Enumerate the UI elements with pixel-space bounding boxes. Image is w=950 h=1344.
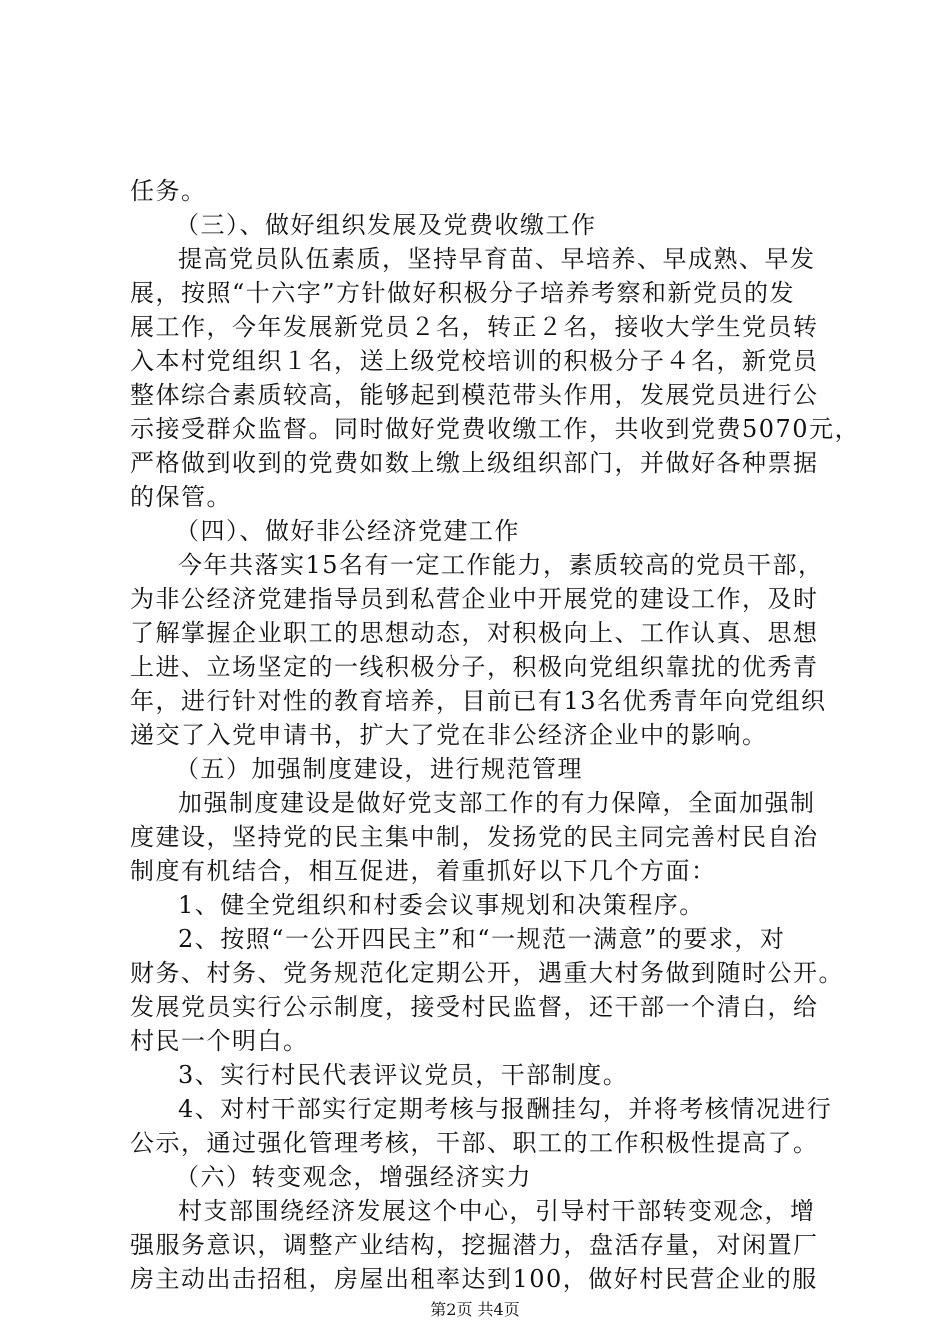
text-line: 为非公经济党建指导员到私营企业中开展党的建设工作，及时 [130, 585, 819, 613]
text-line: 任务。 [130, 177, 207, 205]
text-line: 递交了入党申请书，扩大了党在非公经济企业中的影响。 [130, 721, 768, 749]
text-line: 展，按照“十六字”方针做好积极分子培养考察和新党员的发 [130, 279, 796, 307]
list-item: 3、实行村民代表评议党员，干部制度。 [178, 1061, 629, 1089]
text-line: 了解掌握企业职工的思想动态，对积极向上、工作认真、思想 [130, 619, 819, 647]
section-heading: （六）转变观念，增强经济实力 [175, 1163, 532, 1191]
text-line: 制度有机结合，相互促进，着重抓好以下几个方面： [130, 857, 717, 885]
text-line: 加强制度建设是做好党支部工作的有力保障，全面加强制 [178, 789, 816, 817]
text-line: 度建设，坚持党的民主集中制，发扬党的民主同完善村民自治 [130, 823, 819, 851]
section-heading: （四）、做好非公经济党建工作 [175, 517, 520, 545]
text-line: 强服务意识，调整产业结构，挖掘潜力，盘活存量，对闲置厂 [130, 1231, 819, 1259]
text-line: 今年共落实15名有一定工作能力，素质较高的党员干部， [178, 551, 824, 579]
text-line: 展工作，今年发展新党员２名，转正２名，接收大学生党员转 [130, 313, 819, 341]
list-item: 4、对村干部实行定期考核与报酬挂勾，并将考核情况进行 [178, 1095, 833, 1123]
text-line: 财务、村务、党务规范化定期公开，遇重大村务做到随时公开。 [130, 959, 844, 987]
list-item: 2、按照“一公开四民主”和“一规范一满意”的要求，对 [178, 925, 786, 953]
section-heading: （三）、做好组织发展及党费收缴工作 [175, 211, 597, 239]
text-line: 提高党员队伍素质，坚持早育苗、早培养、早成熟、早发 [178, 245, 816, 273]
text-line: 的保管。 [130, 483, 232, 511]
page-footer: 第2页 共4页 [430, 1300, 520, 1319]
text-line: 严格做到收到的党费如数上缴上级组织部门，并做好各种票据 [130, 449, 819, 477]
list-item: 1、健全党组织和村委会议事规划和决策程序。 [178, 891, 705, 919]
text-line: 入本村党组织１名，送上级党校培训的积极分子４名，新党员 [130, 347, 819, 375]
text-line: 整体综合素质较高，能够起到模范带头作用，发展党员进行公 [130, 381, 819, 409]
text-line: 示接受群众监督。同时做好党费收缴工作，共收到党费5070元， [130, 415, 861, 443]
text-line: 村民一个明白。 [130, 1027, 309, 1055]
section-heading: （五）加强制度建设，进行规范管理 [175, 755, 583, 783]
text-line: 年，进行针对性的教育培养，目前已有13名优秀青年向党组织 [130, 687, 827, 715]
text-line: 村支部围绕经济发展这个中心，引导村干部转变观念，增 [178, 1197, 816, 1225]
text-line: 发展党员实行公示制度，接受村民监督，还干部一个清白，给 [130, 993, 819, 1021]
text-line: 公示，通过强化管理考核，干部、职工的工作积极性提高了。 [130, 1129, 819, 1157]
text-line: 房主动出击招租，房屋出租率达到100，做好村民营企业的服 [130, 1265, 818, 1293]
text-line: 上进、立场坚定的一线积极分子，积极向党组织靠扰的优秀青 [130, 653, 819, 681]
